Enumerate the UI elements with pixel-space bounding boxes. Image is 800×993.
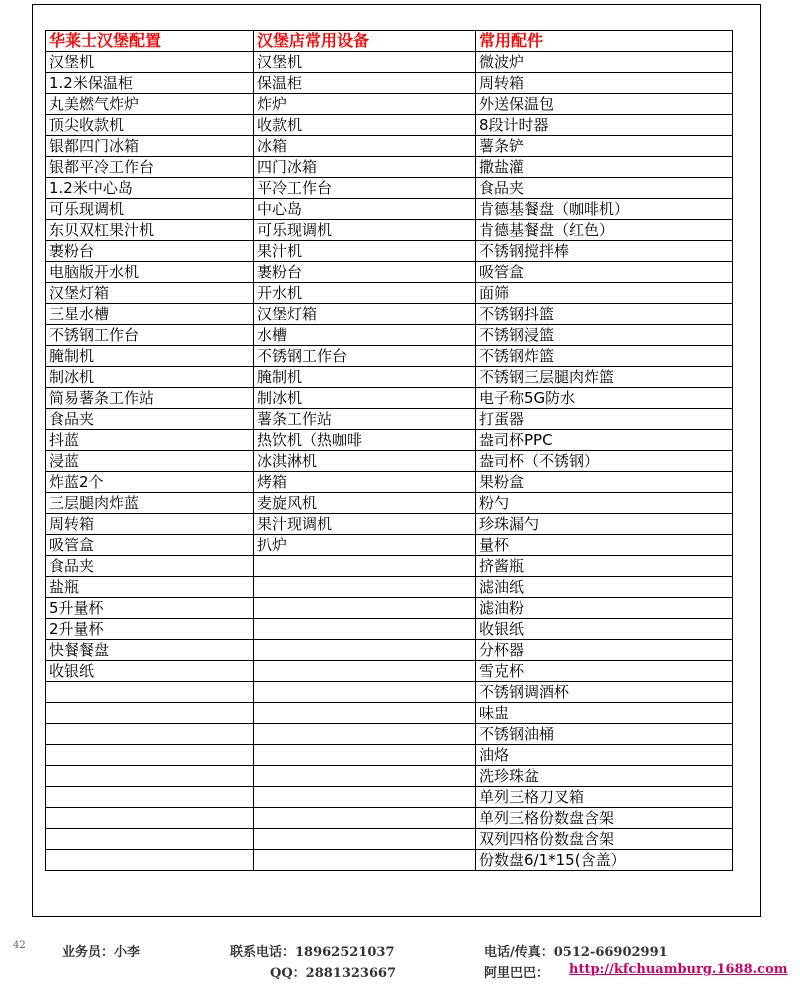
table-cell	[46, 745, 254, 766]
table-cell	[254, 703, 476, 724]
table-cell	[46, 766, 254, 787]
table-cell: 果汁现调机	[254, 514, 476, 535]
table-cell: 周转箱	[46, 514, 254, 535]
equipment-table	[45, 30, 733, 871]
table-cell: 食品夹	[46, 556, 254, 577]
table-cell: 扒炉	[254, 535, 476, 556]
table-cell: 果汁机	[254, 241, 476, 262]
table-cell	[254, 598, 476, 619]
table-cell: 汉堡机	[254, 52, 476, 73]
table-cell	[254, 619, 476, 640]
alibaba-label: 阿里巴巴：	[484, 966, 550, 981]
table-cell: 双列四格份数盘含架	[476, 829, 733, 850]
table-row	[46, 514, 733, 535]
table-cell	[46, 829, 254, 850]
table-cell	[254, 787, 476, 808]
table-row	[46, 346, 733, 367]
table-cell: 5升量杯	[46, 598, 254, 619]
table-cell: 汉堡灯箱	[254, 304, 476, 325]
table-row	[46, 241, 733, 262]
qq-info: QQ：2881323667	[270, 966, 397, 981]
table-cell: 炸蓝2个	[46, 472, 254, 493]
table-row	[46, 787, 733, 808]
table-cell: 食品夹	[476, 178, 733, 199]
table-row	[46, 430, 733, 451]
table-row	[46, 766, 733, 787]
table-cell: 珍珠漏勺	[476, 514, 733, 535]
table-cell: 可乐现调机	[254, 220, 476, 241]
table-cell: 吸管盒	[46, 535, 254, 556]
page-number: 42	[13, 940, 26, 951]
table-cell: 冰淇淋机	[254, 451, 476, 472]
table-row	[46, 556, 733, 577]
table-cell: 裹粉台	[254, 262, 476, 283]
table-row	[46, 703, 733, 724]
table-cell: 油烙	[476, 745, 733, 766]
table-row	[46, 577, 733, 598]
table-cell: 不锈钢炸篮	[476, 346, 733, 367]
table-cell: 滤油纸	[476, 577, 733, 598]
table-cell: 水槽	[254, 325, 476, 346]
table-row	[46, 640, 733, 661]
table-cell	[46, 703, 254, 724]
table-cell: 平冷工作台	[254, 178, 476, 199]
table-cell: 不锈钢抖篮	[476, 304, 733, 325]
table-row	[46, 619, 733, 640]
table-cell: 薯条铲	[476, 136, 733, 157]
table-cell: 肯德基餐盘（红色）	[476, 220, 733, 241]
table-row	[46, 304, 733, 325]
table-cell: 东贝双杠果汁机	[46, 220, 254, 241]
table-row	[46, 472, 733, 493]
table-row	[46, 850, 733, 871]
table-row	[46, 199, 733, 220]
table-cell: 吸管盒	[476, 262, 733, 283]
table-cell: 浸蓝	[46, 451, 254, 472]
table-row	[46, 115, 733, 136]
table-row	[46, 493, 733, 514]
table-row	[46, 136, 733, 157]
table-cell: 银都四门冰箱	[46, 136, 254, 157]
table-cell	[254, 640, 476, 661]
table-cell: 汉堡机	[46, 52, 254, 73]
agent-info: 业务员：小李	[62, 945, 141, 960]
table-cell: 电脑版开水机	[46, 262, 254, 283]
table-cell: 2升量杯	[46, 619, 254, 640]
table-row	[46, 598, 733, 619]
table-row	[46, 808, 733, 829]
table-cell: 烤箱	[254, 472, 476, 493]
table-cell: 分杯器	[476, 640, 733, 661]
table-cell: 1.2米中心岛	[46, 178, 254, 199]
table-cell: 丸美燃气炸炉	[46, 94, 254, 115]
table-cell: 收银纸	[476, 619, 733, 640]
table-row	[46, 661, 733, 682]
table-cell: 果粉盒	[476, 472, 733, 493]
table-row	[46, 535, 733, 556]
table-cell: 滤油粉	[476, 598, 733, 619]
table-cell: 不锈钢工作台	[254, 346, 476, 367]
table-row	[46, 724, 733, 745]
table-cell: 不锈钢浸篮	[476, 325, 733, 346]
table-cell: 腌制机	[46, 346, 254, 367]
table-cell	[254, 682, 476, 703]
table-cell: 盎司杯（不锈钢）	[476, 451, 733, 472]
table-row	[46, 829, 733, 850]
table-row	[46, 388, 733, 409]
table-cell: 单列三格份数盘含架	[476, 808, 733, 829]
table-cell	[254, 808, 476, 829]
table-cell: 电子称5G防水	[476, 388, 733, 409]
table-cell	[254, 724, 476, 745]
table-cell: 三星水槽	[46, 304, 254, 325]
table-cell	[46, 808, 254, 829]
header-common-equipment: 汉堡店常用设备	[254, 31, 476, 52]
table-cell: 冰箱	[254, 136, 476, 157]
table-cell: 不锈钢三层腿肉炸篮	[476, 367, 733, 388]
table-cell: 可乐现调机	[46, 199, 254, 220]
table-cell: 不锈钢油桶	[476, 724, 733, 745]
table-cell: 裹粉台	[46, 241, 254, 262]
table-header-row	[46, 31, 733, 52]
table-cell: 收银纸	[46, 661, 254, 682]
table-cell: 面筛	[476, 283, 733, 304]
contact-phone: 联系电话：18962521037	[230, 945, 395, 960]
table-cell: 热饮机（热咖啡	[254, 430, 476, 451]
table-cell	[46, 787, 254, 808]
table-cell	[254, 766, 476, 787]
header-common-accessories: 常用配件	[476, 31, 733, 52]
table-cell: 外送保温包	[476, 94, 733, 115]
table-row	[46, 262, 733, 283]
table-cell: 四门冰箱	[254, 157, 476, 178]
table-cell	[46, 850, 254, 871]
tel-fax: 电话/传真：0512-66902991	[484, 945, 668, 960]
table-row	[46, 283, 733, 304]
table-cell: 周转箱	[476, 73, 733, 94]
table-row	[46, 178, 733, 199]
alibaba-link[interactable]: http://kfchuamburg.1688.com	[569, 962, 788, 977]
table-cell: 中心岛	[254, 199, 476, 220]
header-wallace-config: 华莱士汉堡配置	[46, 31, 254, 52]
table-row	[46, 745, 733, 766]
table-cell: 麦旋风机	[254, 493, 476, 514]
table-cell: 不锈钢搅拌棒	[476, 241, 733, 262]
table-row	[46, 94, 733, 115]
table-cell: 开水机	[254, 283, 476, 304]
table-cell: 快餐餐盘	[46, 640, 254, 661]
table-cell: 味盅	[476, 703, 733, 724]
table-row	[46, 325, 733, 346]
table-cell: 微波炉	[476, 52, 733, 73]
table-cell: 不锈钢工作台	[46, 325, 254, 346]
table-cell	[254, 850, 476, 871]
table-cell: 撒盐灌	[476, 157, 733, 178]
table-cell	[254, 577, 476, 598]
table-cell: 汉堡灯箱	[46, 283, 254, 304]
table-cell: 盐瓶	[46, 577, 254, 598]
table-cell: 三层腿肉炸蓝	[46, 493, 254, 514]
table-cell: 盎司杯PPC	[476, 430, 733, 451]
table-cell: 挤酱瓶	[476, 556, 733, 577]
table-cell: 顶尖收款机	[46, 115, 254, 136]
table-row	[46, 52, 733, 73]
table-cell	[254, 661, 476, 682]
table-cell: 8段计时器	[476, 115, 733, 136]
table-cell	[46, 682, 254, 703]
table-cell: 简易薯条工作站	[46, 388, 254, 409]
table-cell: 粉勺	[476, 493, 733, 514]
table-cell	[254, 745, 476, 766]
table-row	[46, 73, 733, 94]
page-footer	[0, 936, 800, 993]
table-cell: 1.2米保温柜	[46, 73, 254, 94]
table-body	[46, 52, 733, 871]
table-cell: 洗珍珠盆	[476, 766, 733, 787]
table-cell: 腌制机	[254, 367, 476, 388]
table-cell: 肯德基餐盘（咖啡机）	[476, 199, 733, 220]
table-cell: 打蛋器	[476, 409, 733, 430]
table-cell: 银都平冷工作台	[46, 157, 254, 178]
table-row	[46, 682, 733, 703]
table-cell: 食品夹	[46, 409, 254, 430]
table-row	[46, 220, 733, 241]
table-row	[46, 409, 733, 430]
table-cell: 保温柜	[254, 73, 476, 94]
table-cell	[46, 724, 254, 745]
table-cell: 单列三格刀叉箱	[476, 787, 733, 808]
table-cell: 量杯	[476, 535, 733, 556]
table-cell	[254, 829, 476, 850]
table-cell	[254, 556, 476, 577]
table-cell: 收款机	[254, 115, 476, 136]
table-cell: 炸炉	[254, 94, 476, 115]
table-row	[46, 367, 733, 388]
table-cell: 薯条工作站	[254, 409, 476, 430]
table-cell: 制冰机	[46, 367, 254, 388]
table-cell: 不锈钢调酒杯	[476, 682, 733, 703]
table-row	[46, 157, 733, 178]
table-cell: 份数盘6/1*15(含盖）	[476, 850, 733, 871]
table-cell: 制冰机	[254, 388, 476, 409]
table-row	[46, 451, 733, 472]
table-cell: 抖蓝	[46, 430, 254, 451]
table-cell: 雪克杯	[476, 661, 733, 682]
